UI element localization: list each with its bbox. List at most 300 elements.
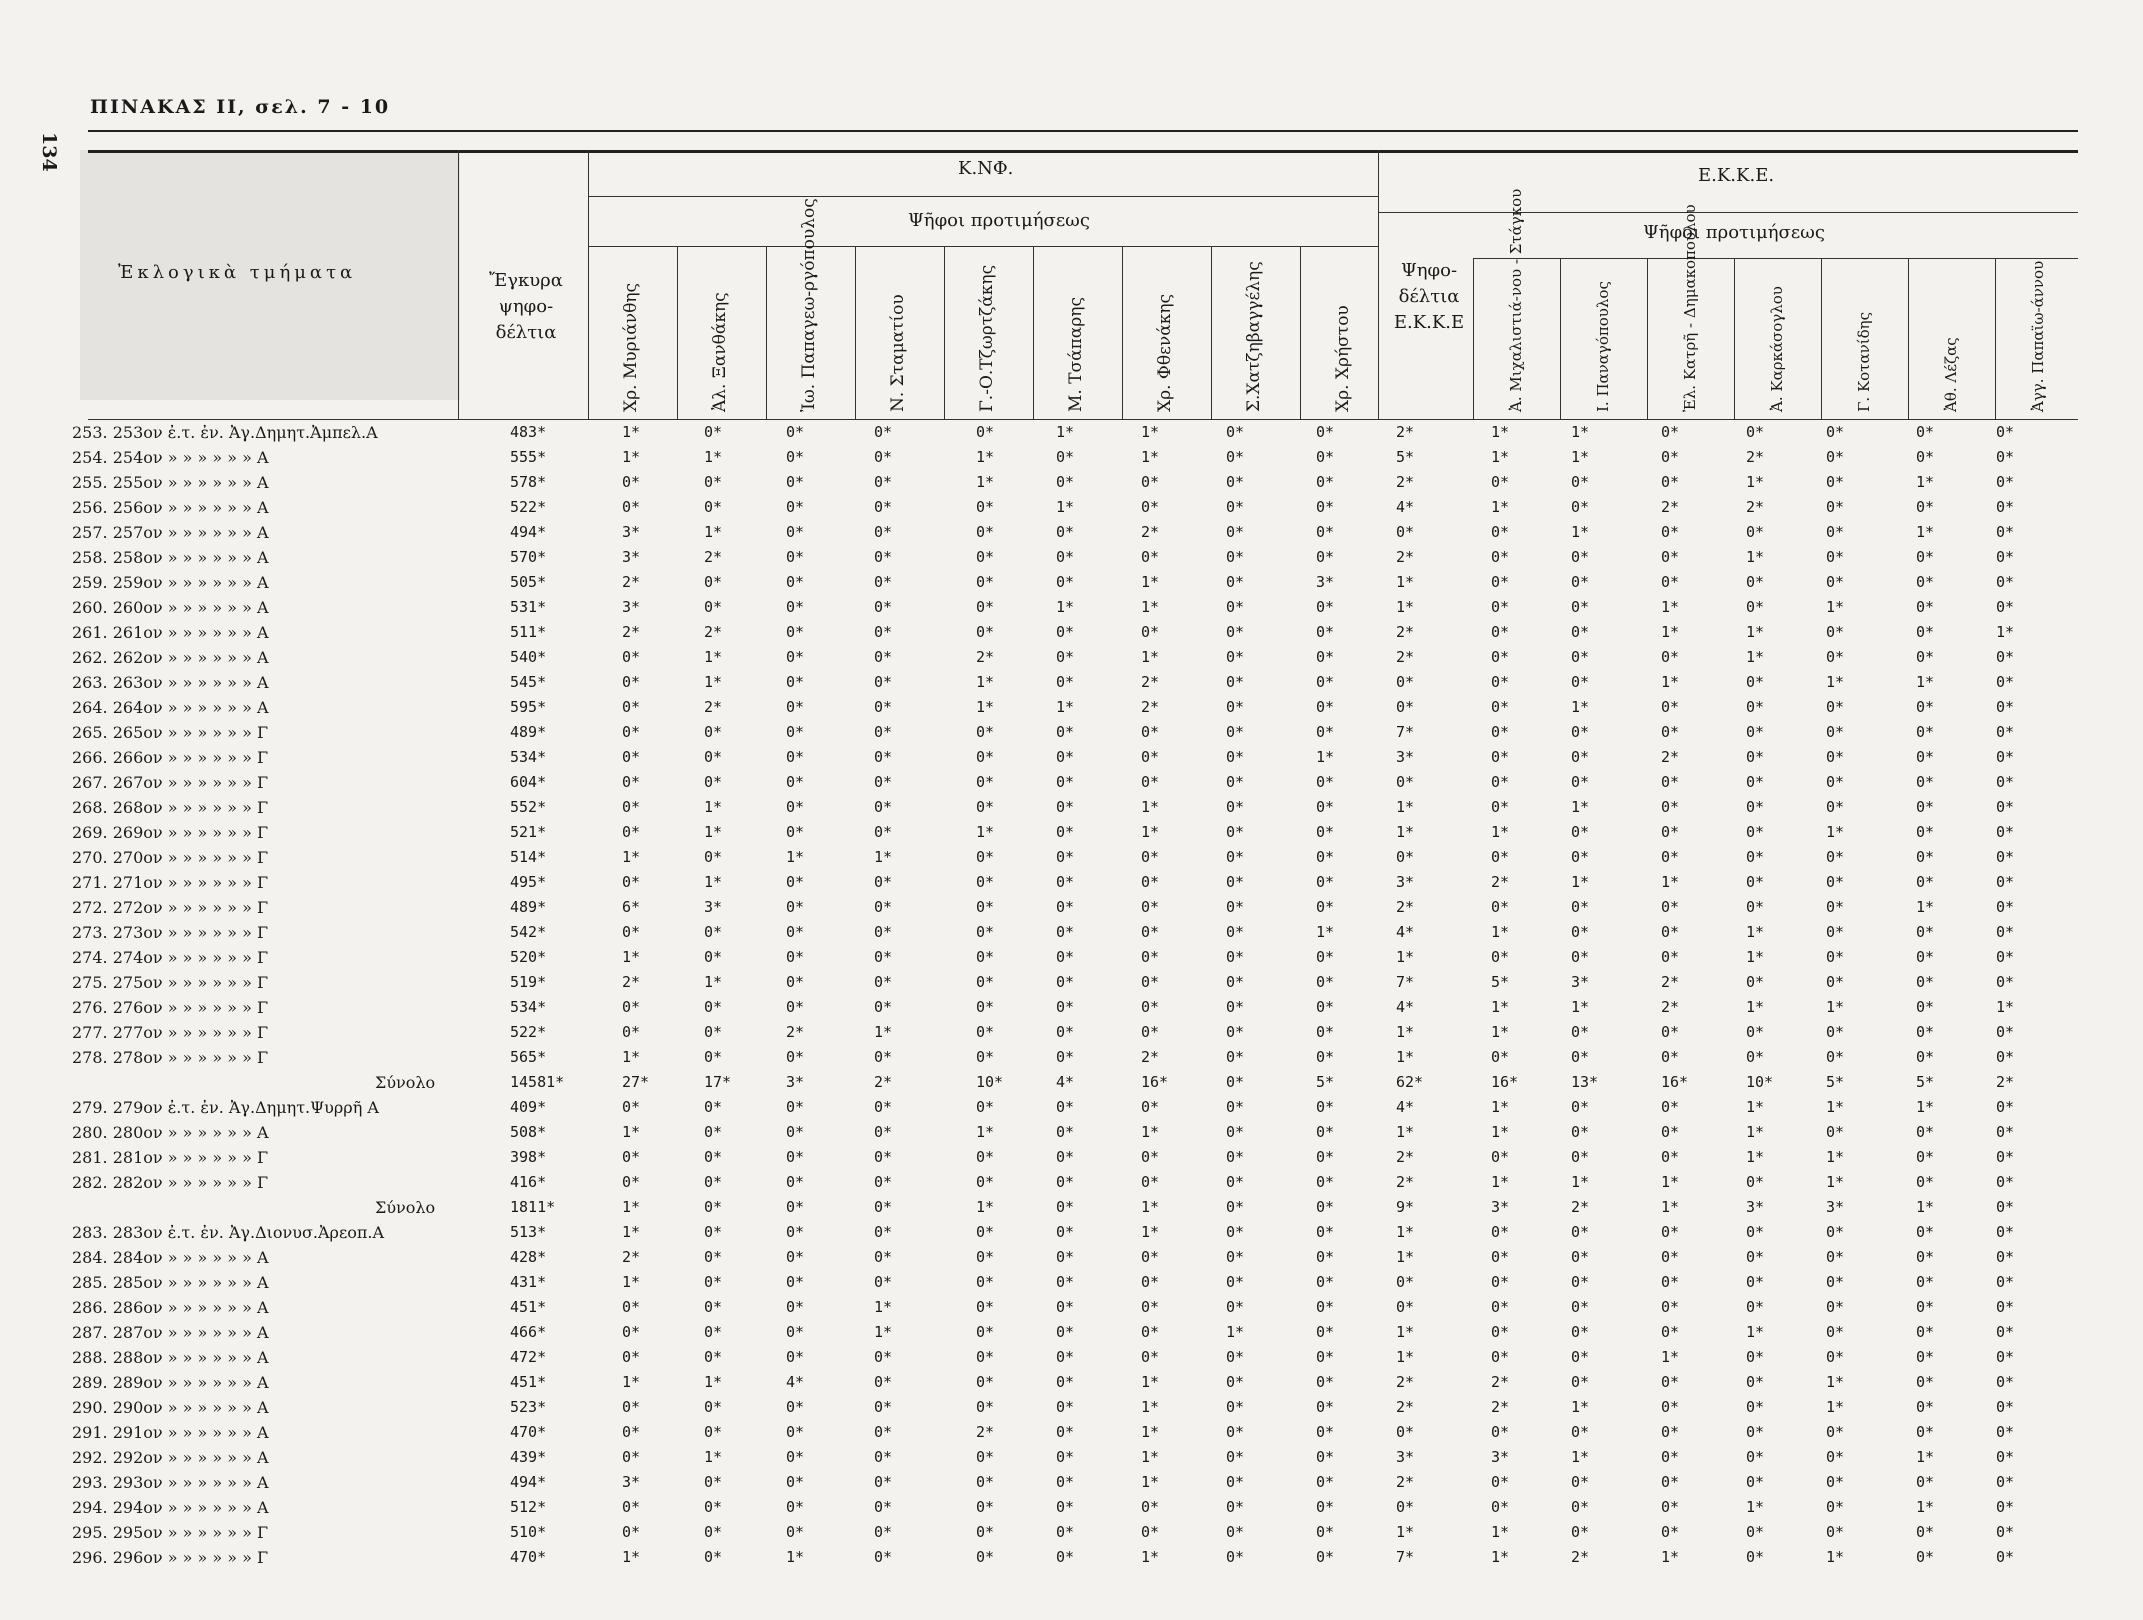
cell-value: 0* — [874, 548, 893, 566]
cell-value: 0* — [1316, 1523, 1335, 1541]
cell-value: 1* — [1396, 1523, 1415, 1541]
cell-value: 0* — [1226, 973, 1245, 991]
cell-value: 0* — [704, 998, 723, 1016]
cell-value: 0* — [704, 1098, 723, 1116]
row-label: 287. 287ον » » » » » » Α — [72, 1323, 269, 1342]
cell-value: 0* — [1661, 1273, 1680, 1291]
cell-value: 5* — [1491, 973, 1510, 991]
row-label: 256. 256ον » » » » » » Α — [72, 498, 269, 517]
cell-value: 4* — [1396, 923, 1415, 941]
cell-value: 0* — [1226, 998, 1245, 1016]
cell-value: 0* — [1571, 673, 1590, 691]
cell-value: 0* — [874, 998, 893, 1016]
cell-value: 0* — [704, 1498, 723, 1516]
cell-value: 0* — [874, 1373, 893, 1391]
cell-value: 522* — [510, 498, 547, 516]
cell-value: 0* — [874, 1098, 893, 1116]
cell-value: 0* — [1661, 798, 1680, 816]
cell-value: 0* — [786, 973, 805, 991]
cell-value: 0* — [622, 1323, 641, 1341]
cell-value: 0* — [1746, 423, 1765, 441]
cell-value: 0* — [1916, 748, 1935, 766]
table-header — [88, 0, 2088, 420]
cell-value: 0* — [1916, 448, 1935, 466]
cell-value: 5* — [1316, 1073, 1335, 1091]
cell-value: 540* — [510, 648, 547, 666]
cell-value: 2* — [622, 973, 641, 991]
cell-value: 0* — [1226, 473, 1245, 491]
cell-value: 0* — [1571, 573, 1590, 591]
cell-value: 0* — [786, 1098, 805, 1116]
cell-value: 0* — [1316, 523, 1335, 541]
cell-value: 1* — [704, 448, 723, 466]
cell-value: 0* — [622, 1173, 641, 1191]
table-row — [0, 995, 2143, 1020]
cell-value: 3* — [1396, 748, 1415, 766]
cell-value: 0* — [1056, 1498, 1075, 1516]
cell-value: 0* — [1996, 1123, 2015, 1141]
row-label: 272. 272ον » » » » » » Γ — [72, 898, 269, 917]
cell-value: 0* — [1996, 873, 2015, 891]
cell-value: 0* — [1226, 1123, 1245, 1141]
cell-value: 0* — [1916, 1248, 1935, 1266]
cell-value: 0* — [1316, 1123, 1335, 1141]
cell-value: 1* — [1396, 1348, 1415, 1366]
cell-value: 1* — [704, 823, 723, 841]
cell-value: 1* — [704, 973, 723, 991]
cell-value: 2* — [1571, 1198, 1590, 1216]
cell-value: 0* — [1916, 1173, 1935, 1191]
cell-value: 0* — [786, 798, 805, 816]
cell-value: 0* — [1316, 1498, 1335, 1516]
cell-value: 0* — [1316, 1348, 1335, 1366]
cell-value: 0* — [1996, 1448, 2015, 1466]
cell-value: 2* — [1141, 523, 1160, 541]
cell-value: 0* — [976, 948, 995, 966]
cell-value: 0* — [704, 1273, 723, 1291]
cell-value: 1* — [1826, 673, 1845, 691]
cell-value: 0* — [1916, 573, 1935, 591]
cell-value: 0* — [1661, 1398, 1680, 1416]
cell-value: 0* — [1141, 1148, 1160, 1166]
cell-value: 0* — [1996, 923, 2015, 941]
cell-value: 1* — [1746, 473, 1765, 491]
cell-value: 9* — [1396, 1198, 1415, 1216]
table-row — [0, 645, 2143, 670]
cell-value: 0* — [704, 1473, 723, 1491]
row-label: 261. 261ον » » » » » » Α — [72, 623, 269, 642]
cell-value: 7* — [1396, 723, 1415, 741]
cell-value: 10* — [1746, 1073, 1774, 1091]
cell-value: 16* — [1661, 1073, 1689, 1091]
cell-value: 0* — [1996, 1248, 2015, 1266]
cell-value: 0* — [1996, 798, 2015, 816]
cell-value: 431* — [510, 1273, 547, 1291]
cell-value: 0* — [1661, 773, 1680, 791]
cell-value: 0* — [1661, 448, 1680, 466]
cell-value: 0* — [1316, 648, 1335, 666]
cell-value: 1* — [1916, 523, 1935, 541]
cell-value: 0* — [874, 1148, 893, 1166]
cell-value: 0* — [1141, 498, 1160, 516]
cell-value: 0* — [1996, 598, 2015, 616]
cell-value: 0* — [976, 423, 995, 441]
table-row — [0, 445, 2143, 470]
cell-value: 1* — [1826, 1098, 1845, 1116]
cell-value: 0* — [786, 1123, 805, 1141]
cell-value: 0* — [1226, 1373, 1245, 1391]
cell-value: 0* — [1316, 973, 1335, 991]
cell-value: 0* — [622, 498, 641, 516]
cell-value: 0* — [1491, 1473, 1510, 1491]
row-label: 268. 268ον » » » » » » Γ — [72, 798, 269, 817]
cell-value: 0* — [1316, 673, 1335, 691]
cell-value: 0* — [622, 1023, 641, 1041]
table-row — [0, 1095, 2143, 1120]
cell-value: 0* — [1826, 948, 1845, 966]
table-row — [0, 520, 2143, 545]
cell-value: 521* — [510, 823, 547, 841]
divider — [1821, 258, 1822, 420]
cell-value: 0* — [874, 1523, 893, 1541]
cell-value: 0* — [1316, 873, 1335, 891]
cell-value: 0* — [1141, 848, 1160, 866]
cell-value: 0* — [622, 798, 641, 816]
table-row — [0, 1145, 2143, 1170]
cell-value: 1* — [874, 1323, 893, 1341]
cell-value: 0* — [1996, 1023, 2015, 1041]
cell-value: 0* — [1746, 1023, 1765, 1041]
cell-value: 0* — [1226, 1473, 1245, 1491]
cell-value: 0* — [1826, 848, 1845, 866]
cell-value: 2* — [1661, 973, 1680, 991]
cell-value: 0* — [1996, 1198, 2015, 1216]
cell-value: 0* — [1056, 1348, 1075, 1366]
cell-value: 604* — [510, 773, 547, 791]
table-row — [0, 495, 2143, 520]
cell-value: 0* — [786, 1223, 805, 1241]
cell-value: 1* — [1571, 423, 1590, 441]
cell-value: 1* — [1661, 623, 1680, 641]
cell-value: 0* — [1996, 473, 2015, 491]
cell-value: 0* — [1916, 1423, 1935, 1441]
cell-value: 0* — [1746, 523, 1765, 541]
divider — [1300, 246, 1301, 420]
divider — [677, 246, 678, 420]
cell-value: 1* — [1746, 1123, 1765, 1141]
cell-value: 0* — [874, 873, 893, 891]
cell-value: 0* — [1826, 623, 1845, 641]
cell-value: 1* — [622, 1548, 641, 1566]
table-row — [0, 1220, 2143, 1245]
cell-value: 0* — [1571, 648, 1590, 666]
cell-value: 523* — [510, 1398, 547, 1416]
cell-value: 0* — [1661, 1298, 1680, 1316]
cell-value: 1* — [1746, 1098, 1765, 1116]
cell-value: 1* — [622, 1123, 641, 1141]
cell-value: 2* — [1571, 1548, 1590, 1566]
cell-value: 0* — [1226, 548, 1245, 566]
cell-value: 0* — [1226, 898, 1245, 916]
cell-value: 0* — [1826, 1448, 1845, 1466]
cell-value: 0* — [1916, 998, 1935, 1016]
cell-value: 16* — [1491, 1073, 1519, 1091]
cell-value: 0* — [1916, 1398, 1935, 1416]
cell-value: 0* — [1056, 473, 1075, 491]
cell-value: 0* — [1661, 1023, 1680, 1041]
cell-value: 0* — [704, 1123, 723, 1141]
cell-value: 1* — [1141, 1423, 1160, 1441]
cell-value: 1* — [976, 823, 995, 841]
cell-value: 0* — [704, 1048, 723, 1066]
cell-value: 2* — [1746, 448, 1765, 466]
cell-value: 0* — [1056, 523, 1075, 541]
cell-value: 0* — [1056, 1373, 1075, 1391]
cell-value: 2* — [1141, 698, 1160, 716]
table-row — [0, 470, 2143, 495]
cell-value: 511* — [510, 623, 547, 641]
cell-value: 0* — [1141, 1098, 1160, 1116]
table-row — [0, 420, 2143, 445]
row-label: 295. 295ον » » » » » » Γ — [72, 1523, 269, 1542]
cell-value: 1* — [704, 1448, 723, 1466]
cell-value: 0* — [976, 1048, 995, 1066]
cell-value: 0* — [1916, 1548, 1935, 1566]
cell-value: 0* — [1226, 1423, 1245, 1441]
cell-value: 0* — [786, 723, 805, 741]
cell-value: 0* — [1996, 1423, 2015, 1441]
cell-value: 0* — [1396, 848, 1415, 866]
cell-value: 2* — [1396, 548, 1415, 566]
cell-value: 0* — [1746, 1373, 1765, 1391]
cell-value: 0* — [874, 1048, 893, 1066]
cell-value: 0* — [1571, 1248, 1590, 1266]
cell-value: 0* — [1316, 998, 1335, 1016]
cell-value: 0* — [786, 1423, 805, 1441]
cell-value: 0* — [1746, 1523, 1765, 1541]
cell-value: 0* — [622, 823, 641, 841]
cell-value: 0* — [1996, 423, 2015, 441]
cell-value: 0* — [1141, 1523, 1160, 1541]
cell-value: 0* — [1916, 723, 1935, 741]
cell-value: 0* — [1056, 1398, 1075, 1416]
cell-value: 0* — [976, 1023, 995, 1041]
cell-value: 4* — [1056, 1073, 1075, 1091]
cell-value: 0* — [1226, 948, 1245, 966]
cell-value: 0* — [874, 573, 893, 591]
cell-value: 3* — [622, 523, 641, 541]
row-label: 265. 265ον » » » » » » Γ — [72, 723, 269, 742]
cell-value: 0* — [1226, 923, 1245, 941]
cell-value: 0* — [704, 1173, 723, 1191]
cell-value: 0* — [1056, 1323, 1075, 1341]
cell-value: 0* — [622, 1298, 641, 1316]
cell-value: 0* — [1916, 1348, 1935, 1366]
divider — [766, 246, 767, 420]
cell-value: 1* — [1141, 598, 1160, 616]
cell-value: 0* — [1396, 1423, 1415, 1441]
cell-value: 1* — [786, 848, 805, 866]
cell-value: 0* — [1571, 473, 1590, 491]
cell-value: 0* — [786, 1273, 805, 1291]
divider — [944, 246, 945, 420]
cell-value: 1* — [1996, 623, 2015, 641]
cell-value: 0* — [1571, 848, 1590, 866]
cell-value: 1* — [1141, 1448, 1160, 1466]
candidate-name: Ἰω. Παπαγεω-ργόπουλος — [798, 198, 819, 412]
cell-value: 0* — [1996, 1373, 2015, 1391]
cell-value: 0* — [1056, 1148, 1075, 1166]
cell-value: 0* — [1141, 773, 1160, 791]
cell-value: 513* — [510, 1223, 547, 1241]
cell-value: 483* — [510, 423, 547, 441]
cell-value: 0* — [1661, 573, 1680, 591]
row-label: 286. 286ον » » » » » » Α — [72, 1298, 269, 1317]
cell-value: 0* — [622, 923, 641, 941]
cell-value: 0* — [1226, 648, 1245, 666]
cell-value: 0* — [1826, 498, 1845, 516]
cell-value: 0* — [1661, 523, 1680, 541]
candidate-name: Ἀ. Καρκάσογλου — [1767, 286, 1786, 412]
cell-value: 0* — [976, 798, 995, 816]
cell-value: 0* — [1746, 1548, 1765, 1566]
cell-value: 1* — [1916, 1098, 1935, 1116]
page-number: 134 — [38, 132, 60, 172]
cell-value: 1* — [1226, 1323, 1245, 1341]
cell-value: 0* — [622, 473, 641, 491]
cell-value: 0* — [1571, 1223, 1590, 1241]
cell-value: 0* — [1826, 1023, 1845, 1041]
cell-value: 0* — [874, 1548, 893, 1566]
cell-value: 2* — [1491, 873, 1510, 891]
table-row — [0, 695, 2143, 720]
cell-value: 0* — [1226, 1448, 1245, 1466]
cell-value: 0* — [1316, 1273, 1335, 1291]
cell-value: 1* — [1571, 698, 1590, 716]
cell-value: 0* — [704, 1398, 723, 1416]
cell-value: 0* — [976, 973, 995, 991]
cell-value: 0* — [1056, 948, 1075, 966]
cell-value: 0* — [874, 923, 893, 941]
cell-value: 2* — [1396, 1473, 1415, 1491]
cell-value: 534* — [510, 748, 547, 766]
cell-value: 0* — [1826, 473, 1845, 491]
cell-value: 0* — [1571, 1098, 1590, 1116]
cell-value: 3* — [1396, 873, 1415, 891]
cell-value: 0* — [976, 523, 995, 541]
cell-value: 1* — [704, 1373, 723, 1391]
cell-value: 0* — [1661, 1523, 1680, 1541]
divider — [1473, 258, 1474, 420]
cell-value: 0* — [1746, 798, 1765, 816]
cell-value: 0* — [1226, 423, 1245, 441]
cell-value: 0* — [874, 1398, 893, 1416]
cell-value: 1* — [1996, 998, 2015, 1016]
cell-value: 0* — [622, 873, 641, 891]
cell-value: 0* — [1571, 723, 1590, 741]
cell-value: 0* — [874, 723, 893, 741]
cell-value: 508* — [510, 1123, 547, 1141]
cell-value: 1* — [1396, 573, 1415, 591]
cell-value: 0* — [1056, 623, 1075, 641]
cell-value: 0* — [1491, 573, 1510, 591]
cell-value: 0* — [1491, 1423, 1510, 1441]
cell-value: 2* — [622, 623, 641, 641]
cell-value: 1* — [976, 1123, 995, 1141]
row-label: 267. 267ον » » » » » » Γ — [72, 773, 269, 792]
cell-value: 0* — [1661, 698, 1680, 716]
cell-value: 0* — [1826, 798, 1845, 816]
cell-value: 0* — [704, 1198, 723, 1216]
cell-value: 0* — [1996, 548, 2015, 566]
cell-value: 0* — [1571, 1273, 1590, 1291]
cell-value: 0* — [1661, 948, 1680, 966]
cell-value: 0* — [874, 1173, 893, 1191]
cell-value: 0* — [1056, 898, 1075, 916]
cell-value: 0* — [786, 1173, 805, 1191]
cell-value: 0* — [1226, 623, 1245, 641]
cell-value: 0* — [622, 1098, 641, 1116]
cell-value: 0* — [1056, 1248, 1075, 1266]
cell-value: 0* — [1141, 1273, 1160, 1291]
cell-value: 2* — [1396, 623, 1415, 641]
cell-value: 1* — [1316, 923, 1335, 941]
cell-value: 1* — [1826, 1548, 1845, 1566]
cell-value: 0* — [1226, 1173, 1245, 1191]
table-row — [0, 1445, 2143, 1470]
cell-value: 0* — [1226, 523, 1245, 541]
cell-value: 0* — [786, 423, 805, 441]
cell-value: 13* — [1571, 1073, 1599, 1091]
divider — [1378, 150, 1379, 420]
cell-value: 0* — [1746, 1173, 1765, 1191]
cell-value: 0* — [1316, 1048, 1335, 1066]
cell-value: 0* — [1916, 1048, 1935, 1066]
cell-value: 1* — [1746, 1323, 1765, 1341]
cell-value: 0* — [1826, 773, 1845, 791]
cell-value: 0* — [1571, 773, 1590, 791]
cell-value: 0* — [1056, 973, 1075, 991]
cell-value: 2* — [1396, 1398, 1415, 1416]
cell-value: 0* — [786, 598, 805, 616]
cell-value: 0* — [1056, 873, 1075, 891]
candidate-name: Ἀ. Μιχαλιστιά-νου - Στάγκου — [1506, 188, 1525, 412]
cell-value: 0* — [1661, 1373, 1680, 1391]
cell-value: 1* — [704, 798, 723, 816]
table-row — [0, 895, 2143, 920]
cell-value: 0* — [976, 1298, 995, 1316]
divider — [1734, 258, 1735, 420]
cell-value: 0* — [1226, 1023, 1245, 1041]
cell-value: 0* — [1826, 1223, 1845, 1241]
cell-value: 1* — [1491, 423, 1510, 441]
cell-value: 489* — [510, 898, 547, 916]
cell-value: 451* — [510, 1298, 547, 1316]
table-row — [0, 1320, 2143, 1345]
cell-value: 0* — [622, 1498, 641, 1516]
cell-value: 0* — [1661, 898, 1680, 916]
cell-value: 0* — [1916, 548, 1935, 566]
cell-value: 0* — [786, 523, 805, 541]
cell-value: 1* — [1826, 1148, 1845, 1166]
cell-value: 6* — [622, 898, 641, 916]
cell-value: 0* — [622, 648, 641, 666]
cell-value: 0* — [1316, 623, 1335, 641]
cell-value: 1* — [1056, 423, 1075, 441]
cell-value: 0* — [1746, 873, 1765, 891]
cell-value: 0* — [1916, 973, 1935, 991]
cell-value: 0* — [1396, 698, 1415, 716]
